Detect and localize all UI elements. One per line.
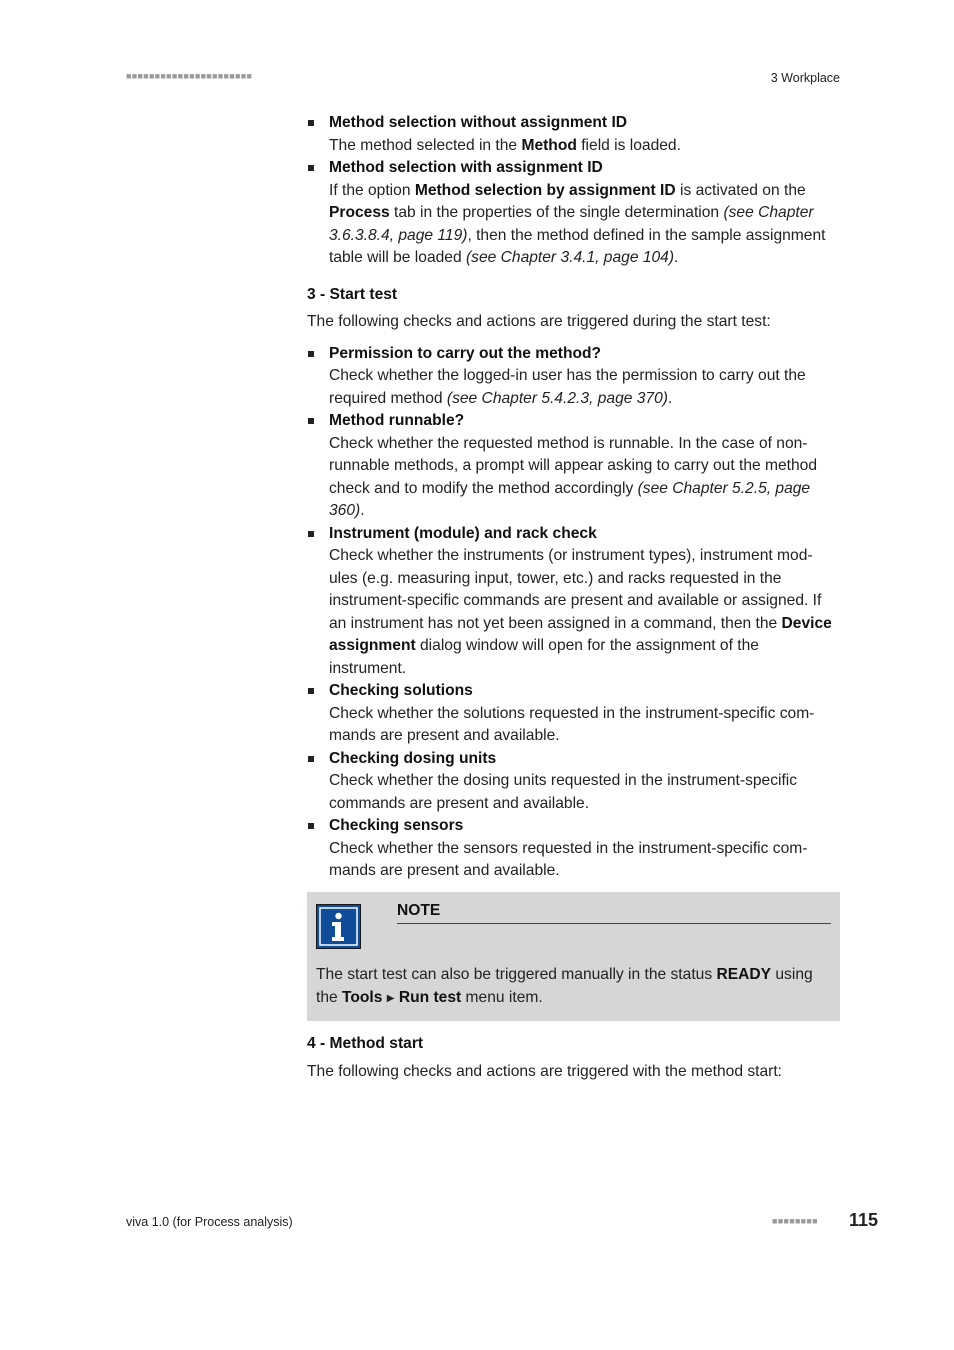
page-number: 115 <box>848 1210 878 1230</box>
list-item <box>307 523 840 681</box>
chapter-reference: (see Chapter 5.4.2.3, page 370) <box>446 389 668 407</box>
list-item <box>307 112 840 157</box>
menu-path-tools: Tools <box>342 988 383 1006</box>
item-text: Check whether the requested method is runnable. In the case of non-runnable methods, a prompt will appear asking to carry out the method check and to modify the method accordingly (see Chapter 5.2.5, page 360). <box>329 434 818 519</box>
list-item <box>307 815 840 883</box>
item-text: Check whether the dosing units requested in the instrument-specific commands are present and available. <box>329 772 798 812</box>
start-test-checks-list <box>307 343 840 883</box>
item-text: Check whether the instruments (or instrument types), instrument mod-ules (e.g. measuring input, tower, etc.) and racks requested in the instrument-specific commands are present and available or assigned. If an instrument has not yet been assigned in a command, then the Device assignment dialog window will open for the assignment of the instrument. <box>329 547 832 677</box>
header-section-title: 3 Workplace <box>770 71 840 85</box>
section-heading: 4 - Method start <box>307 1035 424 1052</box>
header-dots: ■■■■■■■■■■■■■■■■■■■■■■ <box>126 71 253 81</box>
menu-path-run-test: Run test <box>398 988 462 1006</box>
section-intro: The following checks and actions are triggered with the method start: <box>307 1062 782 1080</box>
item-text: Check whether the sensors requested in the instrument-specific com-mands are present and available. <box>329 839 808 879</box>
method-selection-list <box>307 112 840 270</box>
item-title: Method runnable? <box>329 412 465 429</box>
footer-product: viva 1.0 (for Process analysis) <box>126 1215 293 1229</box>
item-title: Instrument (module) and rack check <box>329 524 597 542</box>
item-title: Checking sensors <box>329 817 464 834</box>
note-box <box>307 892 840 1021</box>
item-title: Method selection without assignment ID <box>329 114 628 131</box>
item-text: If the option Method selection by assignment ID is activated on the Process tab in the properties of the single determination (see Chapter 3.6.3.8.4, page 119), then the method defined in the sample assignment table will be loaded (see Chapter 3.4.1, page 104). <box>329 181 826 266</box>
item-title: Permission to carry out the method? <box>329 344 602 362</box>
list-item <box>307 680 840 748</box>
item-title: Method selection with assignment ID <box>329 159 603 176</box>
note-title: NOTE <box>397 900 831 924</box>
section-intro: The following checks and actions are triggered during the start test: <box>307 313 771 330</box>
note-text: The start test can also be triggered manually in the status READY using the Tools ▶ Run test menu item. <box>316 966 813 1006</box>
info-icon <box>316 904 361 949</box>
menu-arrow-icon: ▶ <box>386 992 395 1004</box>
item-text: The method selected in the Method field is loaded. <box>329 136 681 154</box>
chapter-reference: (see Chapter 3.6.3.8.4, page 119) <box>329 204 814 244</box>
item-title: Checking solutions <box>329 682 473 699</box>
list-item <box>307 343 840 411</box>
footer-dots: ■■■■■■■■ <box>772 1216 818 1226</box>
chapter-reference: (see Chapter 3.4.1, page 104) <box>465 249 675 266</box>
item-title: Checking dosing units <box>329 749 497 767</box>
list-item <box>307 157 840 270</box>
main-content <box>307 112 840 883</box>
item-text: Check whether the solutions requested in the instrument-specific com-mands are present and available. <box>329 704 815 744</box>
item-text: Check whether the logged-in user has the permission to carry out the required method (see Chapter 5.4.2.3, page 370). <box>329 367 806 407</box>
section-heading: 3 - Start test <box>307 285 398 303</box>
list-item <box>307 410 840 523</box>
section4-content <box>307 1033 840 1083</box>
list-item <box>307 748 840 816</box>
chapter-reference: (see Chapter 5.2.5, page 360) <box>329 479 811 519</box>
